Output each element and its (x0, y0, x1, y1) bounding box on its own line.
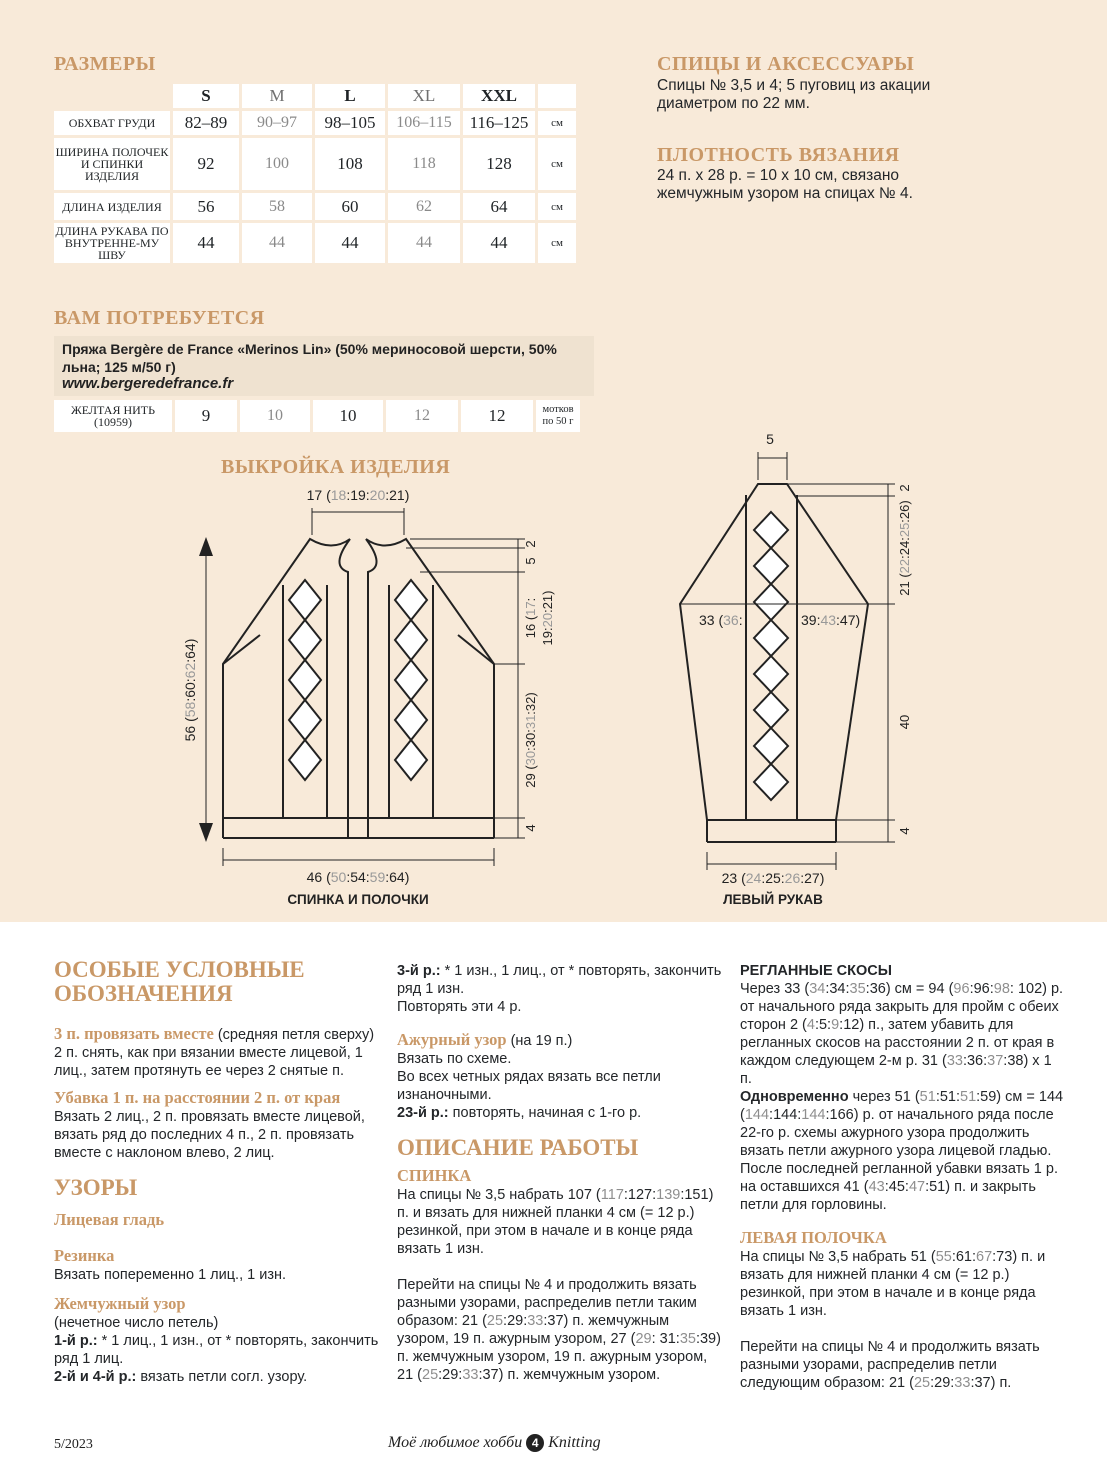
lace-diamond (754, 548, 788, 584)
lace-diamonds (289, 580, 427, 780)
unit: см (538, 111, 576, 135)
row3-label: 3-й р.: (397, 963, 441, 979)
yarn-url[interactable]: www.bergeredefrance.fr (62, 375, 234, 392)
cell: 44 (242, 223, 312, 263)
lace-text-1: Вязать по схеме. (397, 1051, 512, 1067)
sleeve-dim-21: 21 (22:24:25:26) (897, 500, 912, 596)
legend-title: ОСОБЫЕ УСЛОВНЫЕ ОБОЗНАЧЕНИЯ (54, 957, 305, 1006)
lace-diamond (289, 660, 321, 700)
front-text-a: На спицы № 3,5 набрать 51 (55:61:67:73) п. и вязать для нижней планки 4 см (= 12 р.) резинкой, при этом в начале и в конце ряда вязать 1 изн. (740, 1249, 1046, 1319)
pattern-2-text: Вязать попеременно 1 лиц., 1 изн. (54, 1267, 286, 1283)
lace-diamond (754, 764, 788, 800)
body-caption: СПИНКА И ПОЛОЧКИ (287, 892, 429, 907)
lace-tail: (на 19 п.) (506, 1033, 573, 1049)
yarn-unit (536, 400, 580, 432)
cell: 108 (315, 138, 385, 190)
yarn-brand: Bergère de France (110, 341, 234, 357)
legend-2-text: Вязать 2 лиц., 2 п. провязать вместе лицевой, вязать ряд до последних 4 п., 2 п. провязать вместе с наклоном влево, 2 лиц. (54, 1109, 365, 1161)
size-xxl: XXL (463, 84, 535, 108)
cell: 128 (463, 138, 535, 190)
cell: 90–97 (242, 111, 312, 135)
cell: 116–125 (463, 111, 535, 135)
cell: 12 (461, 400, 533, 432)
sleeve-schematic (670, 425, 930, 915)
section-name: Knitting (548, 1434, 601, 1451)
cell: 44 (315, 223, 385, 263)
cell: 44 (388, 223, 460, 263)
column-1 (54, 958, 379, 1386)
pattern-3-head: Жемчужный узор (54, 1294, 186, 1313)
row-label: ШИРИНА ПОЛОЧЕК И СПИНКИ ИЗДЕЛИЯ (54, 138, 170, 190)
legend-1-text: 2 п. снять, как при вязании вместе лицевой, 1 лиц., затем протянуть ее через 2 снятые п. (54, 1045, 363, 1079)
pattern-1-head: Лицевая гладь (54, 1210, 165, 1229)
lace-text-2: Во всех четных рядах вязать все петли изнаночными. (397, 1069, 661, 1103)
yarn-description (62, 340, 587, 376)
legend-1-head-tail: (средняя петля сверху) (213, 1027, 375, 1043)
lace-diamond (289, 700, 321, 740)
column-3 (740, 962, 1065, 1392)
unit-line2: по 50 г (542, 416, 574, 427)
lace-diamond (754, 728, 788, 764)
yarn-table (51, 397, 583, 435)
lace-diamond (395, 740, 427, 780)
cell: 82–89 (173, 111, 239, 135)
needles-title: СПИЦЫ И АКСЕССУАРЫ (657, 53, 915, 75)
pattern-3-text: (нечетное число петель) (54, 1315, 219, 1331)
unit-line1: мотков (542, 404, 574, 415)
body-top-width: 17 (18:19:20:21) (306, 487, 410, 503)
lace-diamond (754, 512, 788, 548)
arrow-up-icon (199, 537, 213, 556)
sleeve-bottom-width: 23 (24:25:26:27) (721, 870, 825, 886)
sleeve-top: 5 (766, 431, 774, 447)
row1-text: * 1 лиц., 1 изн., от * повторять, закончить ряд 1 лиц. (54, 1333, 379, 1367)
cell: 64 (463, 193, 535, 220)
sizes-title: РАЗМЕРЫ (54, 53, 156, 75)
row-label: ДЛИНА РУКАВА ПО ВНУТРЕННЕ-МУ ШВУ (55, 224, 169, 262)
lace-diamond (395, 580, 427, 620)
cell: 44 (173, 223, 239, 263)
issue-number: 5/2023 (54, 1437, 93, 1452)
front-text-b: Перейти на спицы № 4 и продолжить вязать разными узорами, распределив петли следующим образом: 21 (25:29:33:37) п. (740, 1339, 1040, 1391)
size-s: S (173, 84, 239, 108)
legend-1-head: 3 п. провязать вместе (54, 1024, 214, 1043)
back-head: СПИНКА (397, 1166, 472, 1185)
lace-diamond (754, 620, 788, 656)
column-2 (397, 962, 722, 1384)
lace-diamond (395, 700, 427, 740)
unit: см (538, 193, 576, 220)
last-decrease-text: После последней регланной убавки вязать 1 р. на оставшихся 41 (43:45:47:51) п. и закрыть петли для горловины. (740, 1161, 1058, 1213)
row-label: ОБХВАТ ГРУДИ (54, 111, 170, 135)
lace-diamond (289, 740, 321, 780)
arrow-down-icon (199, 823, 213, 842)
body-schematic (170, 480, 590, 910)
cell: 92 (173, 138, 239, 190)
body-dim-2: 2 (523, 540, 538, 548)
size-unit-empty (538, 84, 576, 108)
gauge-title: ПЛОТНОСТЬ ВЯЗАНИЯ (657, 144, 900, 166)
sleeve-caption: ЛЕВЫЙ РУКАВ (723, 892, 823, 907)
yarn-label (54, 400, 172, 432)
materials-title: ВАМ ПОТРЕБУЕТСЯ (54, 307, 265, 329)
body-length: 56 (58:60:62:64) (182, 638, 198, 742)
cell: 44 (463, 223, 535, 263)
cell: 10 (240, 400, 310, 432)
lace-diamond (289, 580, 321, 620)
legend-2-head: Убавка 1 п. на расстоянии 2 п. от края (54, 1088, 341, 1107)
body-dim-5: 5 (523, 557, 538, 565)
lace-diamond (395, 660, 427, 700)
back-text-b: Перейти на спицы № 4 и продолжить вязать разными узорами, распределив петли таким образом: 21 (25:29:33:37) п. жемчужным узором, 19 п. ажурным узором, 27 (29: 31:35:39) п. жемчужным узором, 19 п. ажурным узором, 21 (25:29:33:37) п. жемчужным узором. (397, 1277, 721, 1383)
sleeve-dim-2: 2 (897, 484, 912, 492)
cell: 58 (242, 193, 312, 220)
yarn-color-code: (10959) (94, 415, 132, 429)
arm-l (223, 635, 260, 664)
magazine-footer (388, 1434, 601, 1452)
raglan-text: Через 33 (34:34:35:36) см = 94 (96:96:98: 102) р. от начального ряда закрыть для пройм с обеих сторон 2 (4:5:9:12) п., затем убавить для регланных скосов на расстоянии 2 п. от края в каждом следующем 2-м р. 31 (33:36:37:38) х 1 п. (740, 981, 1064, 1087)
cell: 106–115 (388, 111, 460, 135)
lace-diamond (754, 584, 788, 620)
sleeve-dim-40: 40 (897, 714, 912, 730)
work-title: ОПИСАНИЕ РАБОТЫ (397, 1135, 639, 1160)
size-m: M (242, 84, 312, 108)
lace-diamond (754, 692, 788, 728)
size-xl: XL (388, 84, 460, 108)
lace-diamond (289, 620, 321, 660)
lace-diamond (754, 656, 788, 692)
yarn-prefix: Пряжа (62, 341, 111, 357)
cell: 12 (386, 400, 458, 432)
yarn-color-name: ЖЕЛТАЯ НИТЬ (70, 403, 156, 417)
yarn-box (54, 336, 594, 396)
magazine-name: Моё любимое хобби (388, 1434, 523, 1451)
lace-row23-label: 23-й р.: (397, 1105, 449, 1121)
body-dim-4: 4 (523, 824, 538, 832)
sizes-table (51, 81, 579, 266)
simultaneous-text: Одновременно через 51 (51:51:51:59) см = 144 (144:144:144:166) р. от начального ряда после 22-го р. схемы ажурного узора продолжить вязать петли ажурного узора лицевой гладью. (740, 1089, 1064, 1159)
cell: 56 (173, 193, 239, 220)
row2-label: 2-й и 4-й р.: (54, 1369, 137, 1385)
sleeve-dim-4: 4 (897, 827, 912, 835)
body-dim-29: 29 (30:30:31:32) (523, 692, 538, 788)
row3-repeat: Повторять эти 4 р. (397, 999, 522, 1015)
sleeve-width-left: 33 (36: (699, 612, 743, 628)
back-text-a: На спицы № 3,5 набрать 107 (117:127:139:151) п. и вязать для нижней планки 4 см (= 12 р.) резинкой, при этом в начале и в конце ряда вязать 1 изн. (397, 1187, 714, 1257)
cell: 100 (242, 138, 312, 190)
body-outline-right (366, 539, 494, 818)
size-l: L (315, 84, 385, 108)
body-bottom-width: 46 (50:54:59:64) (306, 869, 410, 885)
cell: 62 (388, 193, 460, 220)
sleeve-diamonds (754, 512, 788, 800)
lace-diamond (395, 620, 427, 660)
patterns-title: УЗОРЫ (54, 1175, 138, 1200)
front-head: ЛЕВАЯ ПОЛОЧКА (740, 1228, 887, 1247)
row-label: ДЛИНА ИЗДЕЛИЯ (54, 193, 170, 220)
cell: 118 (388, 138, 460, 190)
unit: см (538, 223, 576, 263)
row2-text: вязать петли согл. узору. (136, 1369, 308, 1385)
cell: 10 (313, 400, 383, 432)
page-number: 4 (526, 1434, 544, 1452)
unit: см (538, 138, 576, 190)
sleeve-width-right: 39:43:47) (801, 612, 861, 628)
cell: 98–105 (315, 111, 385, 135)
cell: 9 (175, 400, 237, 432)
row3-text: * 1 изн., 1 лиц., от * повторять, закончить ряд 1 изн. (397, 963, 722, 997)
row1-label: 1-й р.: (54, 1333, 98, 1349)
raglan-head: РЕГЛАННЫЕ СКОСЫ (740, 963, 892, 979)
body-dim-16b: 19:20:21) (540, 590, 555, 646)
needles-text: Спицы № 3,5 и 4; 5 пуговиц из акации диаметром по 22 мм. (657, 77, 931, 112)
schematic-title: ВЫКРОЙКА ИЗДЕЛИЯ (221, 456, 451, 478)
lace-row23-text: повторять, начиная с 1-го р. (448, 1105, 642, 1121)
cell: 60 (315, 193, 385, 220)
yarn-rest: «Merinos Lin» (50% мериносовой шерсти, 50% льна; 125 м/50 г) (62, 341, 557, 375)
lace-head: Ажурный узор (397, 1030, 507, 1049)
pattern-2-head: Резинка (54, 1246, 115, 1265)
gauge-text: 24 п. х 28 р. = 10 х 10 см, связано жемчужным узором на спицах № 4. (657, 167, 913, 202)
body-outline (223, 539, 350, 818)
body-dim-16a: 16 (17: (523, 597, 538, 639)
